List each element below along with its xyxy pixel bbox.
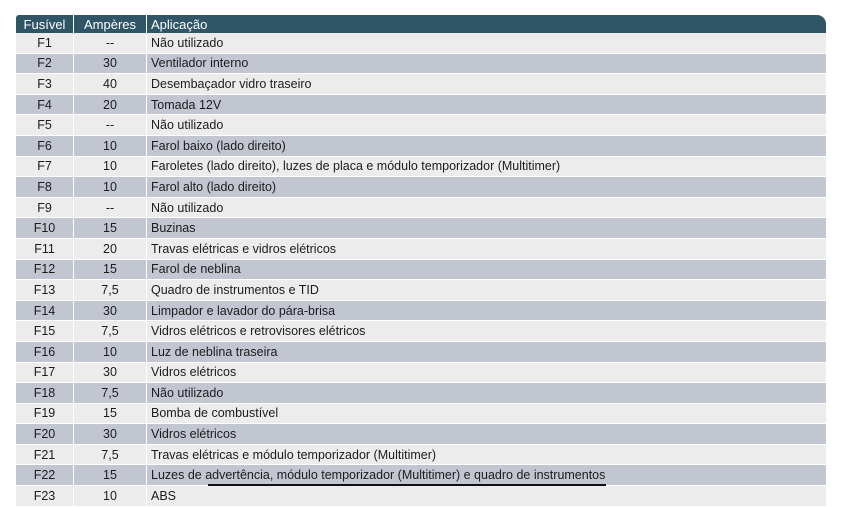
- fuse-id-cell: F9: [16, 198, 74, 219]
- amperage-cell: 30: [74, 301, 147, 322]
- amperage-cell: 40: [74, 74, 147, 95]
- amperage-cell: 10: [74, 177, 147, 198]
- application-cell: Farol baixo (lado direito): [147, 136, 826, 157]
- fuse-id-cell: F12: [16, 260, 74, 281]
- application-cell: Não utilizado: [147, 383, 826, 404]
- fuse-id-cell: F22: [16, 465, 74, 486]
- table-row: [16, 95, 826, 116]
- application-cell: Travas elétricas e módulo temporizador (Multitimer): [147, 445, 826, 466]
- fuse-id-cell: F16: [16, 342, 74, 363]
- table-row: [16, 218, 826, 239]
- table-row: [16, 342, 826, 363]
- application-cell: Vidros elétricos: [147, 363, 826, 384]
- table-row: [16, 445, 826, 466]
- table-row: [16, 239, 826, 260]
- bottom-divider: [208, 484, 606, 486]
- fuse-id-cell: F18: [16, 383, 74, 404]
- amperage-cell: 7,5: [74, 445, 147, 466]
- application-cell: Tomada 12V: [147, 95, 826, 116]
- application-cell: Vidros elétricos: [147, 424, 826, 445]
- table-row: [16, 465, 826, 486]
- fuse-id-cell: F14: [16, 301, 74, 322]
- amperage-cell: --: [74, 115, 147, 136]
- table-row: [16, 404, 826, 425]
- amperage-cell: 10: [74, 342, 147, 363]
- application-cell: Farol alto (lado direito): [147, 177, 826, 198]
- application-cell: Quadro de instrumentos e TID: [147, 280, 826, 301]
- fuse-id-cell: F8: [16, 177, 74, 198]
- table-body: [16, 33, 826, 507]
- fuse-id-cell: F5: [16, 115, 74, 136]
- fuse-id-cell: F23: [16, 486, 74, 507]
- amperage-cell: 10: [74, 157, 147, 178]
- fuse-id-cell: F20: [16, 424, 74, 445]
- amperage-cell: 10: [74, 486, 147, 507]
- amperage-cell: 20: [74, 239, 147, 260]
- application-cell: Não utilizado: [147, 198, 826, 219]
- application-cell: Não utilizado: [147, 115, 826, 136]
- application-cell: Não utilizado: [147, 33, 826, 54]
- fuse-id-cell: F15: [16, 321, 74, 342]
- table-row: [16, 177, 826, 198]
- fuse-id-cell: F2: [16, 54, 74, 75]
- table-row: [16, 157, 826, 178]
- amperage-cell: --: [74, 198, 147, 219]
- table-row: [16, 301, 826, 322]
- header-fusivel: Fusível: [16, 15, 74, 33]
- fuse-id-cell: F13: [16, 280, 74, 301]
- table-row: [16, 198, 826, 219]
- fuse-id-cell: F11: [16, 239, 74, 260]
- table-row: [16, 363, 826, 384]
- application-cell: ABS: [147, 486, 826, 507]
- application-cell: Faroletes (lado direito), luzes de placa e módulo temporizador (Multitimer): [147, 157, 826, 178]
- application-cell: Desembaçador vidro traseiro: [147, 74, 826, 95]
- fuse-id-cell: F1: [16, 33, 74, 54]
- application-cell: Bomba de combustível: [147, 404, 826, 425]
- fuse-id-cell: F10: [16, 218, 74, 239]
- application-cell: Buzinas: [147, 218, 826, 239]
- table-row: [16, 54, 826, 75]
- table-row: [16, 424, 826, 445]
- amperage-cell: --: [74, 33, 147, 54]
- fuse-id-cell: F6: [16, 136, 74, 157]
- amperage-cell: 7,5: [74, 321, 147, 342]
- amperage-cell: 30: [74, 424, 147, 445]
- table-row: [16, 136, 826, 157]
- table-row: [16, 486, 826, 507]
- amperage-cell: 10: [74, 136, 147, 157]
- amperage-cell: 15: [74, 465, 147, 486]
- fuse-id-cell: F21: [16, 445, 74, 466]
- amperage-cell: 15: [74, 260, 147, 281]
- application-cell: Travas elétricas e vidros elétricos: [147, 239, 826, 260]
- application-cell: Limpador e lavador do pára-brisa: [147, 301, 826, 322]
- table-row: [16, 33, 826, 54]
- fuse-id-cell: F19: [16, 404, 74, 425]
- fuse-id-cell: F4: [16, 95, 74, 116]
- table-row: [16, 280, 826, 301]
- header-aplicacao: Aplicação: [147, 15, 826, 33]
- header-amperes: Ampères: [74, 15, 147, 33]
- table-row: [16, 260, 826, 281]
- application-cell: Ventilador interno: [147, 54, 826, 75]
- application-cell: Vidros elétricos e retrovisores elétricos: [147, 321, 826, 342]
- fuse-id-cell: F3: [16, 74, 74, 95]
- amperage-cell: 7,5: [74, 383, 147, 404]
- fuse-id-cell: F7: [16, 157, 74, 178]
- table-row: [16, 74, 826, 95]
- table-row: [16, 115, 826, 136]
- table-header: [16, 15, 826, 33]
- application-cell: Farol de neblina: [147, 260, 826, 281]
- amperage-cell: 20: [74, 95, 147, 116]
- fuse-id-cell: F17: [16, 363, 74, 384]
- amperage-cell: 15: [74, 404, 147, 425]
- table-row: [16, 321, 826, 342]
- amperage-cell: 30: [74, 363, 147, 384]
- application-cell: Luzes de advertência, módulo temporizador (Multitimer) e quadro de instrumentos: [147, 465, 826, 486]
- amperage-cell: 7,5: [74, 280, 147, 301]
- header-row: [16, 15, 826, 33]
- application-cell: Luz de neblina traseira: [147, 342, 826, 363]
- amperage-cell: 30: [74, 54, 147, 75]
- amperage-cell: 15: [74, 218, 147, 239]
- fuse-table: [16, 15, 826, 507]
- table-row: [16, 383, 826, 404]
